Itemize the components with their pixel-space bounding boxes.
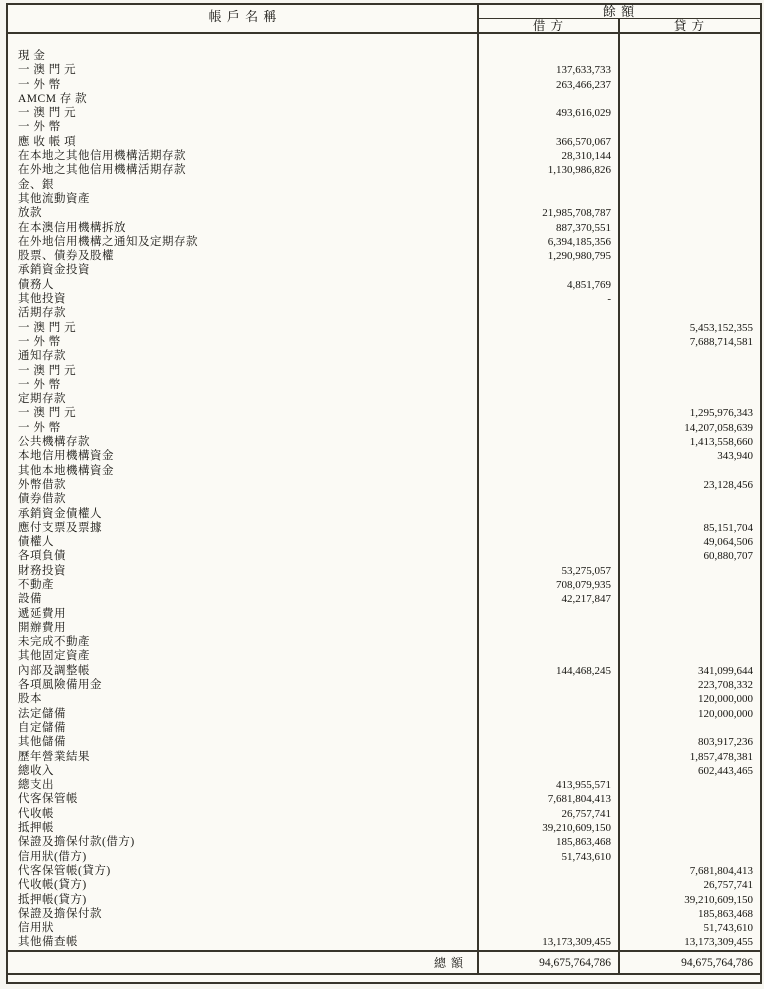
table-row [8, 378, 760, 392]
credit-value-cell: 1,295,976,343 [689, 407, 753, 420]
credit-value-cell [619, 278, 760, 292]
table-row [8, 678, 760, 692]
credit-value-cell [619, 807, 760, 821]
debit-value-cell [478, 406, 619, 420]
credit-value-cell [619, 592, 760, 606]
debit-value-cell [478, 621, 619, 635]
credit-value-cell: 185,863,468 [698, 907, 753, 920]
debit-value-cell: 51,743,610 [561, 850, 611, 863]
debit-value-cell: 53,275,057 [561, 564, 611, 577]
debit-value-cell [478, 635, 619, 649]
table-row [8, 306, 760, 320]
debit-value-cell [478, 721, 619, 735]
table-row [8, 49, 760, 63]
credit-value-cell: 39,210,609,150 [684, 893, 753, 906]
debit-value-cell [478, 750, 619, 764]
table-row [8, 263, 760, 277]
credit-value-cell [619, 835, 760, 849]
account-name-cell: 通知存款 [18, 350, 66, 363]
credit-value-cell [619, 464, 760, 478]
account-name-cell: 未完成不動產 [18, 636, 90, 649]
account-name-cell: 法定儲備 [18, 707, 66, 720]
credit-value-cell [619, 63, 760, 77]
credit-value-cell: 803,917,236 [698, 736, 753, 749]
credit-value-cell: 341,099,644 [698, 664, 753, 677]
table-row [8, 921, 760, 935]
credit-value-cell [619, 821, 760, 835]
credit-value-cell: 1,857,478,381 [689, 750, 753, 763]
account-name-cell: 一 澳 門 元 [18, 64, 77, 77]
account-name-cell: 代收帳(貸方) [18, 879, 87, 892]
credit-value-cell [619, 249, 760, 263]
credit-value-cell [619, 178, 760, 192]
debit-value-cell [478, 349, 619, 363]
debit-value-cell: 137,633,733 [556, 64, 611, 77]
account-name-cell: 信用狀(借方) [18, 850, 87, 863]
debit-value-cell [478, 435, 619, 449]
account-name-cell: 財務投資 [18, 564, 66, 577]
account-name-cell: 其他投資 [18, 293, 66, 306]
table-row [8, 878, 760, 892]
debit-value-cell [478, 449, 619, 463]
credit-value-cell [619, 621, 760, 635]
credit-value-cell: 14,207,058,639 [684, 421, 753, 434]
table-row [8, 692, 760, 706]
debit-value-cell: 13,173,309,455 [542, 936, 611, 949]
table-row [8, 564, 760, 578]
account-name-cell: 自定儲備 [18, 721, 66, 734]
debit-value-cell [478, 306, 619, 320]
credit-value-cell: 85,151,704 [703, 521, 753, 534]
account-name-cell: 各項風險備用金 [18, 679, 102, 692]
debit-value-cell [478, 907, 619, 921]
debit-value-cell: 1,130,986,826 [547, 164, 611, 177]
account-name-cell: 一 澳 門 元 [18, 107, 77, 120]
table-row [8, 478, 760, 492]
debit-value-cell [478, 178, 619, 192]
credit-value-cell: 7,688,714,581 [689, 335, 753, 348]
account-name-cell: 一 外 幣 [18, 78, 61, 91]
table-body [8, 34, 760, 950]
table-row [8, 521, 760, 535]
table-row [8, 835, 760, 849]
debit-value-cell [478, 335, 619, 349]
table-row [8, 792, 760, 806]
account-name-cell: 內部及調整帳 [18, 664, 90, 677]
credit-value-cell [619, 392, 760, 406]
debit-value-cell: 708,079,935 [556, 578, 611, 591]
account-name-cell: 遞延費用 [18, 607, 66, 620]
credit-value-cell: 60,880,707 [703, 550, 753, 563]
table-row [8, 635, 760, 649]
table-row [8, 178, 760, 192]
total-credit-value: 94,675,764,786 [681, 956, 753, 969]
table-row [8, 421, 760, 435]
table-row [8, 435, 760, 449]
credit-value-cell [619, 163, 760, 177]
table-row [8, 221, 760, 235]
credit-value-cell: 51,743,610 [703, 922, 753, 935]
debit-value-cell [478, 735, 619, 749]
account-name-cell: 一 澳 門 元 [18, 407, 77, 420]
column-header-credit: 貸 方 [673, 19, 706, 33]
debit-value-cell [478, 464, 619, 478]
table-row [8, 249, 760, 263]
debit-value-cell [478, 364, 619, 378]
credit-value-cell [619, 349, 760, 363]
debit-value-cell: 26,757,741 [561, 807, 611, 820]
table-row [8, 778, 760, 792]
account-name-cell: 活期存款 [18, 307, 66, 320]
table-row [8, 492, 760, 506]
credit-value-cell [619, 120, 760, 134]
account-name-cell: 金、銀 [18, 178, 54, 191]
table-row [8, 449, 760, 463]
table-row [8, 750, 760, 764]
account-name-cell: 總收入 [18, 764, 54, 777]
table-row [8, 406, 760, 420]
total-debit-value: 94,675,764,786 [539, 956, 611, 969]
debit-value-cell [478, 649, 619, 663]
debit-value-cell: 7,681,804,413 [547, 793, 611, 806]
table-row [8, 192, 760, 206]
debit-value-cell [478, 549, 619, 563]
account-name-cell: 總支出 [18, 779, 54, 792]
credit-value-cell: 13,173,309,455 [684, 936, 753, 949]
table-row [8, 664, 760, 678]
debit-value-cell [478, 764, 619, 778]
credit-value-cell: 223,708,332 [698, 679, 753, 692]
debit-value-cell [478, 921, 619, 935]
account-name-cell: 一 外 幣 [18, 378, 61, 391]
table-row [8, 721, 760, 735]
debit-value-cell [478, 535, 619, 549]
account-name-cell: 各項負債 [18, 550, 66, 563]
credit-value-cell: 602,443,465 [698, 764, 753, 777]
table-row [8, 649, 760, 663]
debit-value-cell [478, 263, 619, 277]
credit-value-cell [619, 263, 760, 277]
account-name-cell: 一 外 幣 [18, 121, 61, 134]
account-name-cell: 代客保管帳 [18, 793, 78, 806]
account-name-cell: 其他固定資產 [18, 650, 90, 663]
account-name-cell: 一 外 幣 [18, 335, 61, 348]
credit-value-cell [619, 206, 760, 220]
column-header-account-name: 帳 戶 名 稱 [208, 9, 278, 24]
column-divider-debit-credit [618, 19, 620, 973]
credit-value-cell [619, 649, 760, 663]
credit-value-cell [619, 721, 760, 735]
debit-value-cell [478, 678, 619, 692]
column-divider-account-balance [477, 5, 479, 973]
table-row [8, 707, 760, 721]
debit-value-cell: 144,468,245 [556, 664, 611, 677]
account-name-cell: 保證及擔保付款 [18, 907, 102, 920]
table-row [8, 135, 760, 149]
trial-balance-table [6, 3, 762, 984]
table-row [8, 607, 760, 621]
credit-value-cell [619, 607, 760, 621]
account-name-cell: 在本澳信用機構拆放 [18, 221, 126, 234]
account-name-cell: 保證及擔保付款(借方) [18, 836, 135, 849]
table-row [8, 821, 760, 835]
debit-value-cell [478, 421, 619, 435]
debit-value-cell: 39,210,609,150 [542, 822, 611, 835]
table-row [8, 120, 760, 134]
debit-value-cell [478, 478, 619, 492]
account-name-cell: 抵押帳(貸方) [18, 893, 87, 906]
debit-value-cell [478, 321, 619, 335]
credit-value-cell [619, 49, 760, 63]
credit-value-cell: 7,681,804,413 [689, 864, 753, 877]
debit-value-cell: 887,370,551 [556, 221, 611, 234]
table-row [8, 907, 760, 921]
credit-value-cell [619, 378, 760, 392]
table-row [8, 106, 760, 120]
debit-value-cell: 185,863,468 [556, 836, 611, 849]
table-row [8, 864, 760, 878]
credit-value-cell [619, 192, 760, 206]
table-row [8, 149, 760, 163]
account-name-cell: 外幣借款 [18, 478, 66, 491]
debit-value-cell [478, 92, 619, 106]
debit-value-cell [478, 692, 619, 706]
table-row [8, 850, 760, 864]
account-name-cell: 抵押帳 [18, 822, 54, 835]
credit-value-cell [619, 306, 760, 320]
debit-value-cell [478, 392, 619, 406]
credit-value-cell: 120,000,000 [698, 707, 753, 720]
credit-value-cell [619, 635, 760, 649]
table-row [8, 807, 760, 821]
credit-value-cell [619, 135, 760, 149]
table-row [8, 935, 760, 949]
debit-value-cell [478, 120, 619, 134]
credit-value-cell [619, 507, 760, 521]
account-name-cell: 公共機構存款 [18, 436, 90, 449]
account-name-cell: 其他備查帳 [18, 936, 78, 949]
table-row [8, 507, 760, 521]
account-name-cell: 代收帳 [18, 807, 54, 820]
account-name-cell: 其他流動資產 [18, 192, 90, 205]
column-header-debit: 借 方 [532, 19, 565, 33]
table-row [8, 893, 760, 907]
table-row [8, 578, 760, 592]
debit-value-cell [478, 49, 619, 63]
debit-value-cell [478, 864, 619, 878]
table-row [8, 63, 760, 77]
debit-value-cell: 493,616,029 [556, 107, 611, 120]
credit-value-cell: 343,940 [717, 450, 753, 463]
debit-value-cell: 263,466,237 [556, 78, 611, 91]
table-row [8, 735, 760, 749]
table-row [8, 364, 760, 378]
table-row [8, 235, 760, 249]
debit-value-cell [478, 507, 619, 521]
total-label: 總 額 [433, 956, 464, 970]
account-name-cell: 一 澳 門 元 [18, 364, 77, 377]
debit-value-cell: 366,570,067 [556, 135, 611, 148]
debit-value-cell: 1,290,980,795 [547, 250, 611, 263]
credit-value-cell: 49,064,506 [703, 536, 753, 549]
credit-value-cell: 23,128,456 [703, 478, 753, 491]
account-name-cell: 一 外 幣 [18, 421, 61, 434]
debit-value-cell [478, 492, 619, 506]
table-row [8, 78, 760, 92]
table-header [8, 5, 760, 34]
table-row [8, 92, 760, 106]
account-name-cell: 在外地之其他信用機構活期存款 [18, 164, 186, 177]
credit-value-cell [619, 292, 760, 306]
debit-value-cell: 413,955,571 [556, 779, 611, 792]
table-row [8, 278, 760, 292]
credit-value-cell [619, 106, 760, 120]
debit-value-cell: 6,394,185,356 [547, 235, 611, 248]
credit-value-cell: 26,757,741 [703, 879, 753, 892]
account-name-cell: 信用狀 [18, 922, 54, 935]
credit-value-cell [619, 778, 760, 792]
debit-value-cell: 42,217,847 [561, 593, 611, 606]
debit-value-cell [478, 378, 619, 392]
credit-value-cell [619, 578, 760, 592]
table-row [8, 764, 760, 778]
table-row [8, 349, 760, 363]
credit-value-cell [619, 492, 760, 506]
account-name-cell: 歷年營業結果 [18, 750, 90, 763]
column-header-balance: 餘 額 [478, 5, 760, 19]
credit-value-cell [619, 235, 760, 249]
total-row [8, 950, 760, 975]
table-row [8, 464, 760, 478]
table-row [8, 163, 760, 177]
debit-value-cell [478, 707, 619, 721]
account-name-cell: AMCM 存 款 [18, 92, 88, 105]
account-name-cell: 股本 [18, 693, 42, 706]
table-row [8, 321, 760, 335]
credit-value-cell: 1,413,558,660 [689, 436, 753, 449]
account-name-cell: 現 金 [18, 50, 46, 62]
credit-value-cell [619, 221, 760, 235]
table-row [8, 535, 760, 549]
credit-value-cell: 120,000,000 [698, 693, 753, 706]
table-row [8, 292, 760, 306]
account-name-cell: 放款 [18, 207, 42, 220]
debit-value-cell: 28,310,144 [561, 150, 611, 163]
account-name-cell: 股票、債券及股權 [18, 250, 114, 263]
account-name-cell: 設備 [18, 593, 42, 606]
table-row [8, 392, 760, 406]
credit-value-cell [619, 364, 760, 378]
credit-value-cell [619, 78, 760, 92]
table-row [8, 335, 760, 349]
account-name-cell: 承銷資金債權人 [18, 507, 102, 520]
debit-value-cell: 21,985,708,787 [542, 207, 611, 220]
account-name-cell: 應 收 帳 項 [18, 135, 77, 148]
credit-value-cell [619, 564, 760, 578]
account-name-cell: 代客保管帳(貸方) [18, 864, 111, 877]
debit-value-cell [478, 521, 619, 535]
debit-value-cell: 4,851,769 [567, 278, 611, 291]
debit-value-cell: - [607, 293, 611, 306]
table-row [8, 592, 760, 606]
table-row [8, 621, 760, 635]
table-row [8, 549, 760, 563]
debit-value-cell [478, 607, 619, 621]
account-name-cell: 債權人 [18, 536, 54, 549]
account-name-cell: 本地信用機構資金 [18, 450, 114, 463]
account-name-cell: 開辦費用 [18, 621, 66, 634]
account-name-cell: 債券借款 [18, 493, 66, 506]
table-row [8, 206, 760, 220]
account-name-cell: 債務人 [18, 278, 54, 291]
credit-value-cell [619, 92, 760, 106]
account-name-cell: 承銷資金投資 [18, 264, 90, 277]
account-name-cell: 一 澳 門 元 [18, 321, 77, 334]
account-name-cell: 其他本地機構資金 [18, 464, 114, 477]
account-name-cell: 應付支票及票據 [18, 521, 102, 534]
debit-value-cell [478, 192, 619, 206]
credit-value-cell [619, 149, 760, 163]
credit-value-cell [619, 792, 760, 806]
account-name-cell: 定期存款 [18, 393, 66, 406]
account-name-cell: 在外地信用機構之通知及定期存款 [18, 235, 198, 248]
credit-value-cell: 5,453,152,355 [689, 321, 753, 334]
credit-value-cell [619, 850, 760, 864]
debit-value-cell [478, 893, 619, 907]
debit-value-cell [478, 878, 619, 892]
account-name-cell: 其他儲備 [18, 736, 66, 749]
account-name-cell: 在本地之其他信用機構活期存款 [18, 150, 186, 163]
account-name-cell: 不動產 [18, 578, 54, 591]
